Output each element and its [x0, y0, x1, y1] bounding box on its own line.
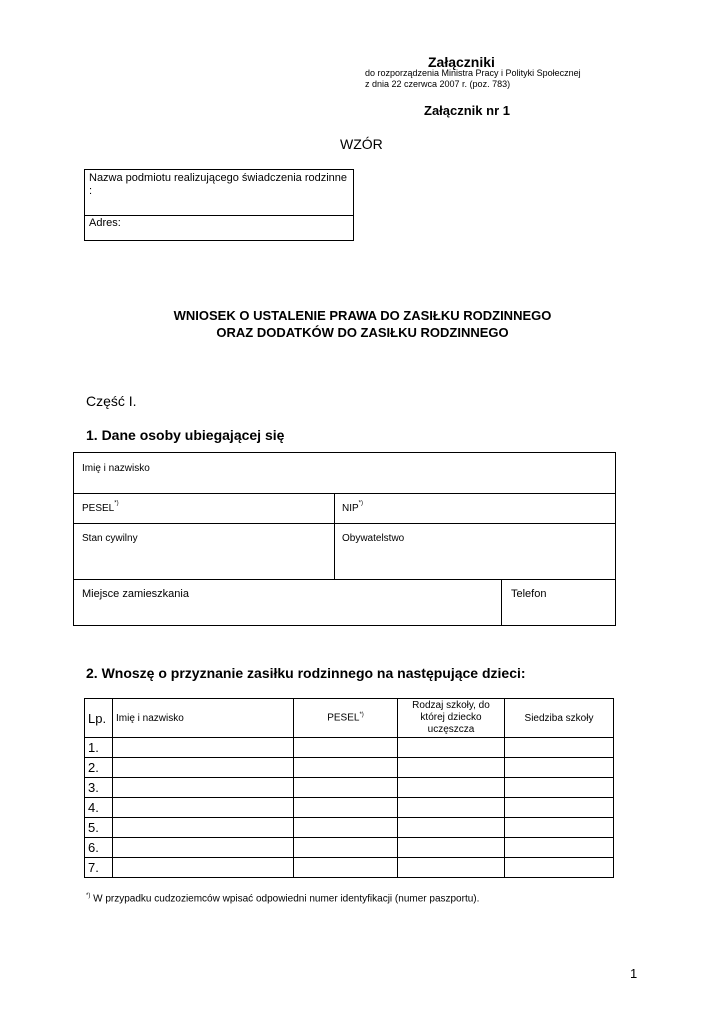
pesel-field[interactable]	[73, 493, 335, 524]
issuer-name-field[interactable]: Nazwa podmiotu realizującego świadczenia rodzinne :	[85, 170, 353, 216]
child-school-seat-cell[interactable]	[505, 838, 614, 858]
table-row	[85, 798, 614, 818]
page-number: 1	[630, 966, 638, 981]
nip-field[interactable]	[334, 493, 616, 524]
child-school-cell[interactable]	[398, 838, 505, 858]
children-table-header	[85, 699, 614, 738]
document-title-line-1: WNIOSEK O USTALENIE PRAWA DO ZASIŁKU RODZINNEGO	[173, 308, 552, 323]
child-school-seat-cell[interactable]	[505, 758, 614, 778]
regulation-reference	[365, 68, 581, 90]
child-name-cell[interactable]	[113, 858, 294, 878]
child-school-seat-cell[interactable]	[505, 818, 614, 838]
row-number: 3.	[85, 778, 113, 798]
nip-label: NIP	[342, 503, 359, 514]
child-name-cell[interactable]	[113, 798, 294, 818]
issuer-address-field[interactable]: Adres:	[89, 217, 121, 229]
child-school-cell[interactable]	[398, 818, 505, 838]
child-pesel-cell[interactable]	[294, 778, 398, 798]
child-school-seat-cell[interactable]	[505, 738, 614, 758]
child-name-cell[interactable]	[113, 778, 294, 798]
phone-field[interactable]	[501, 579, 616, 626]
footnote-marker: *)	[86, 893, 91, 899]
child-school-cell[interactable]	[398, 758, 505, 778]
row-number: 5.	[85, 818, 113, 838]
applicant-name-field[interactable]	[73, 452, 616, 494]
child-school-cell[interactable]	[398, 778, 505, 798]
template-label: WZÓR	[340, 136, 383, 152]
marital-status-field[interactable]	[73, 523, 335, 580]
residence-label: Miejsce zamieszkania	[82, 588, 189, 600]
table-row	[85, 758, 614, 778]
section-1-heading: 1. Dane osoby ubiegającej się	[86, 427, 285, 443]
col-name: Imię i nazwisko	[113, 699, 294, 738]
nip-footnote-marker: *)	[358, 500, 364, 507]
row-number: 2.	[85, 758, 113, 778]
col-pesel-label: PESEL	[327, 712, 360, 724]
regulation-line-2: z dnia 22 czerwca 2007 r. (poz. 783)	[365, 79, 511, 89]
child-name-cell[interactable]	[113, 758, 294, 778]
document-title	[0, 307, 725, 341]
applicant-name-label: Imię i nazwisko	[82, 463, 150, 474]
col-school: Rodzaj szkoły, do której dziecko uczęszcza	[398, 699, 505, 738]
row-number: 6.	[85, 838, 113, 858]
child-pesel-cell[interactable]	[294, 738, 398, 758]
child-pesel-cell[interactable]	[294, 758, 398, 778]
col-school-seat: Siedziba szkoły	[505, 699, 614, 738]
child-school-cell[interactable]	[398, 798, 505, 818]
table-row	[85, 738, 614, 758]
phone-label: Telefon	[511, 588, 547, 600]
footnote-text: W przypadku cudzoziemców wpisać odpowiedni numer identyfikacji (numer paszportu).	[90, 893, 480, 905]
issuer-box	[84, 169, 354, 241]
citizenship-label: Obywatelstwo	[342, 533, 405, 544]
child-name-cell[interactable]	[113, 818, 294, 838]
child-pesel-cell[interactable]	[294, 818, 398, 838]
child-name-cell[interactable]	[113, 738, 294, 758]
section-2-heading: 2. Wnoszę o przyznanie zasiłku rodzinnego na następujące dzieci:	[86, 665, 526, 681]
pesel-label: PESEL	[82, 503, 115, 514]
child-name-cell[interactable]	[113, 838, 294, 858]
citizenship-field[interactable]	[334, 523, 616, 580]
table-row	[85, 838, 614, 858]
annex-number: Załącznik nr 1	[424, 103, 510, 118]
attachments-title: Załączniki	[428, 54, 495, 70]
col-lp: Lp.	[85, 699, 113, 738]
table-row	[85, 858, 614, 878]
table-row	[85, 818, 614, 838]
col-pesel-footnote-marker: *)	[359, 712, 364, 719]
child-pesel-cell[interactable]	[294, 798, 398, 818]
child-school-seat-cell[interactable]	[505, 778, 614, 798]
child-school-cell[interactable]	[398, 738, 505, 758]
part-label: Część I.	[86, 393, 137, 409]
row-number: 7.	[85, 858, 113, 878]
table-row	[85, 778, 614, 798]
col-pesel	[294, 699, 398, 738]
footnote	[86, 893, 479, 904]
children-table	[84, 698, 614, 878]
child-pesel-cell[interactable]	[294, 858, 398, 878]
child-school-seat-cell[interactable]	[505, 858, 614, 878]
row-number: 1.	[85, 738, 113, 758]
child-pesel-cell[interactable]	[294, 838, 398, 858]
child-school-cell[interactable]	[398, 858, 505, 878]
pesel-footnote-marker: *)	[114, 500, 119, 507]
document-title-line-2: ORAZ DODATKÓW DO ZASIŁKU RODZINNEGO	[216, 325, 509, 340]
regulation-line-1: do rozporządzenia Ministra Pracy i Polityki Społecznej	[365, 68, 581, 78]
child-school-seat-cell[interactable]	[505, 798, 614, 818]
row-number: 4.	[85, 798, 113, 818]
marital-status-label: Stan cywilny	[82, 533, 138, 544]
residence-field[interactable]	[73, 579, 502, 626]
